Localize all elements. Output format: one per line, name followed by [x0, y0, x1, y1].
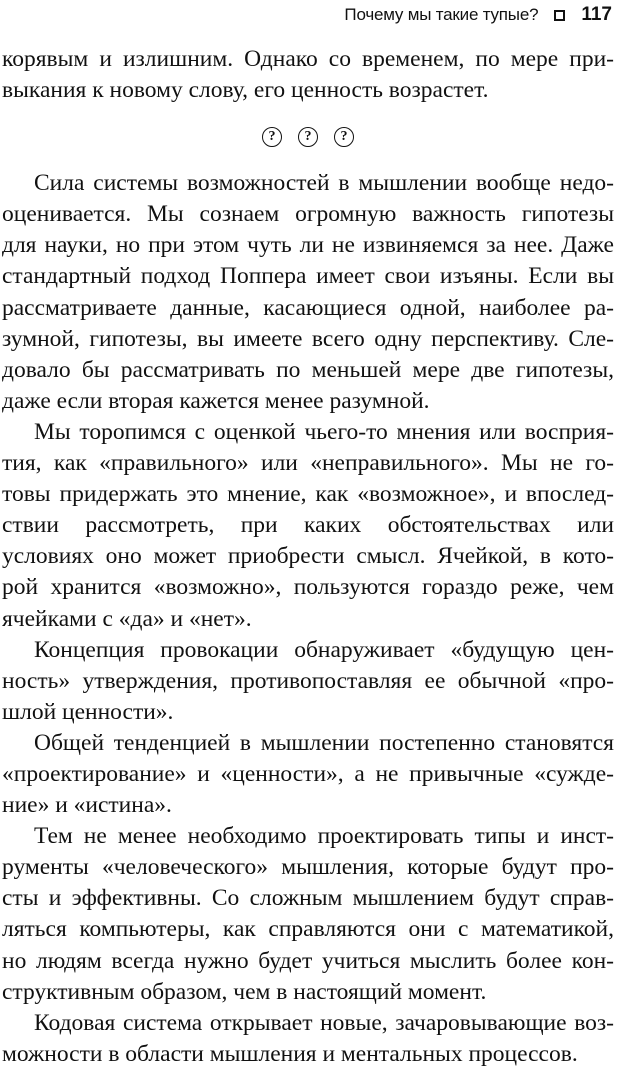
text-line: корявым и излишним. Однако со временем, по мере при- [2, 46, 614, 72]
text-line: шлой ценности». [2, 698, 174, 725]
text-line: условиях оно может приобрести смысл. Ячейкой, в кото- [2, 543, 614, 570]
text-line: структивным образом, чем в настоящий момент. [2, 978, 487, 1005]
text-line: Общей тенденцией в мышлении постепенно становятся [34, 729, 614, 756]
text-line: ность» утверждения, противопоставляя ее обычной «про- [2, 667, 614, 694]
text-line: оценивается. Мы сознаем огромную важность гипотезы [2, 201, 614, 228]
text-line: даже если вторая кажется менее разумной. [2, 387, 430, 414]
running-title: Почему мы такие тупые? [344, 5, 539, 24]
text-line: рументы «человеческого» мышления, которые будут про- [2, 854, 614, 881]
text-line: рой хранится «возможно», пользуются гораздо реже, чем [2, 574, 614, 601]
text-line: для науки, но при этом чуть ли не извиняемся за нее. Даже [2, 232, 614, 259]
text-line: Тем не менее необходимо проектировать типы и инст- [34, 823, 614, 850]
text-line: зумной, гипотезы, вы имеете всего одну перспективу. Сле- [2, 325, 614, 352]
question-circle-icon: ? [334, 127, 354, 147]
text-line: рассматриваете данные, касающиеся одной, наиболее ра- [2, 294, 614, 321]
text-line: Мы торопимся с оценкой чьего-то мнения или восприя- [34, 418, 614, 445]
text-line: выкания к новому слову, его ценность возрастет. [2, 77, 489, 104]
text-line: ляться компьютеры, как справляются они с математикой, [2, 916, 614, 943]
text-line: ствии рассмотреть, при каких обстоятельствах или [2, 512, 614, 539]
text-line: «проектирование» и «ценности», а не привычные «сужде- [2, 760, 614, 787]
body-text [2, 44, 614, 1070]
text-line: довало бы рассматривать по меньшей мере две гипотезы, [2, 356, 614, 383]
text-line: ние» и «истина». [2, 792, 172, 819]
section-divider [2, 106, 614, 168]
text-line: товы придержать это мнение, как «возможное», и впослед- [2, 481, 614, 508]
square-outline-icon [554, 10, 565, 21]
text-line: Кодовая система открывает новые, зачаровывающие воз- [34, 1009, 614, 1036]
text-line: но людям всегда нужно будет учиться мыслить более кон- [2, 947, 614, 974]
text-line: Концепция провокации обнаруживает «будущую цен- [34, 636, 614, 663]
text-line: можности в области мышления и ментальных процессов. [2, 1040, 578, 1067]
text-line: ячейками с «да» и «нет». [2, 605, 252, 632]
running-head [344, 2, 612, 28]
text-line: Сила системы возможностей в мышлении вообще недо- [34, 170, 614, 197]
text-line: тия, как «правильного» или «неправильного». Мы не го- [2, 450, 614, 477]
question-circle-icon: ? [298, 127, 318, 147]
question-circle-icon: ? [262, 127, 282, 147]
page-number: 117 [581, 4, 612, 25]
text-line: стандартный подход Поппера имеет свои изъяны. Если вы [2, 263, 614, 290]
text-line: сты и эффективны. Со сложным мышлением будут справ- [2, 885, 614, 912]
